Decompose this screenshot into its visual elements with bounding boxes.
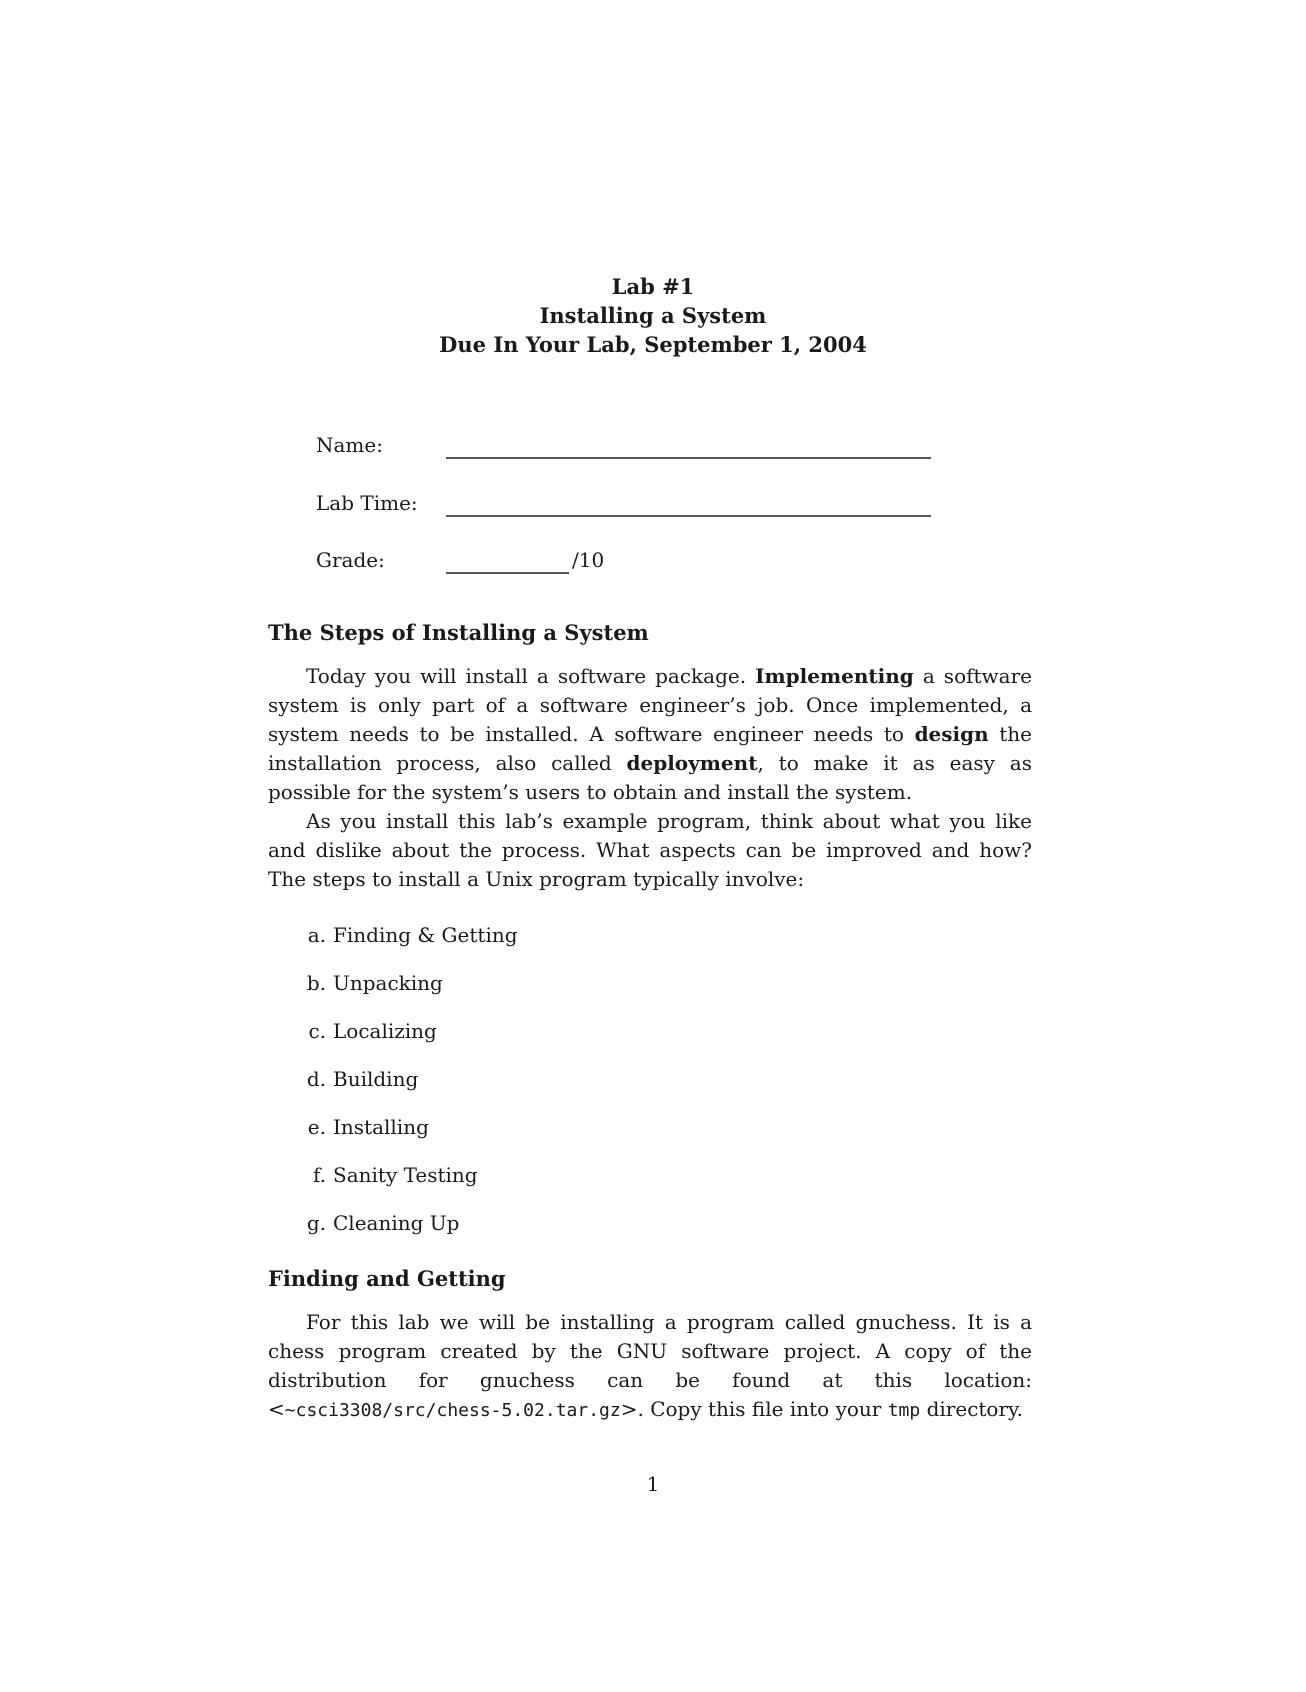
name-label: Name: <box>316 433 383 457</box>
section-finding-body <box>268 1308 1032 1425</box>
intro-paragraph: Today you will install a software package. Implementing a software system is only part of a software engineer’s job. Once implemented, a system needs to be installed. A software engineer needs to design the installation process, also called deployment, to make it as easy as possible for the system’s users to obtain and install the system. <box>268 664 1033 804</box>
tmp-directory: tmp <box>887 1400 921 1421</box>
lab-title: Installing a System <box>539 303 767 328</box>
lab-number: Lab #1 <box>611 274 695 299</box>
install-steps-list <box>294 922 518 1258</box>
list-item: e. Installing <box>307 1115 429 1139</box>
title-block <box>0 272 1306 359</box>
list-item: f. Sanity Testing <box>312 1163 478 1187</box>
section-heading-steps: The Steps of Installing a System <box>268 620 649 645</box>
term-deployment: deployment <box>626 751 758 775</box>
grade-label: Grade: <box>316 548 385 572</box>
list-item: c. Localizing <box>308 1019 437 1043</box>
list-item: d. Building <box>306 1067 419 1091</box>
list-item: a. Finding & Getting <box>307 923 518 947</box>
finding-paragraph: For this lab we will be installing a program called gnuchess. It is a chess program created by the GNU software project. A copy of the distribution for gnuchess can be found at this location: <~csci3308/src/chess-5.02.tar.gz>. Copy this file into your tmp directory. <box>268 1310 1032 1421</box>
section-heading-finding: Finding and Getting <box>268 1266 506 1291</box>
process-paragraph: As you install this lab’s example program, think about what you like and dislike about the process. What aspects can be improved and how? The steps to install a Unix program typically involve: <box>268 809 1032 891</box>
due-date: Due In Your Lab, September 1, 2004 <box>439 332 867 357</box>
page-number: 1 <box>646 1472 660 1496</box>
list-item: g. Cleaning Up <box>306 1211 460 1235</box>
term-design: design <box>914 722 989 746</box>
name-blank-line <box>446 457 931 459</box>
lab-time-blank-line <box>446 515 931 517</box>
lab-time-label: Lab Time: <box>316 491 418 515</box>
term-implementing: Implementing <box>755 664 914 688</box>
grade-max: /10 <box>572 548 605 572</box>
list-item: b. Unpacking <box>306 971 443 995</box>
grade-blank-line <box>446 572 569 574</box>
section-steps-body <box>268 662 1032 894</box>
distribution-path: ~csci3308/src/chess-5.02.tar.gz <box>284 1400 621 1421</box>
